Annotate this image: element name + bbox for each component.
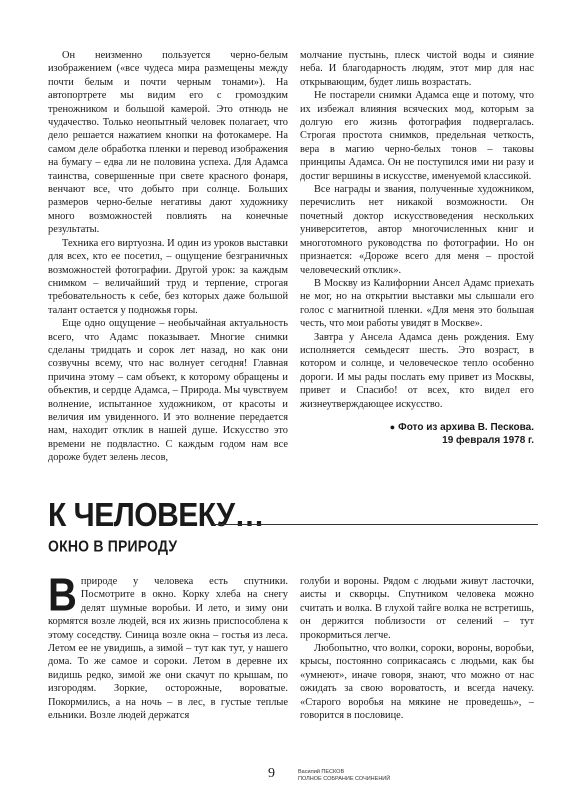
paragraph: Техника его виртуозна. И один из уроков выставки для всех, кто ее посетил, – ощущение безграничных возможностей фотографии. Другой урок: за каждым снимком – величайший труд и терпение, строгая требовательность к себе, без которых даже большой талант остается у подножья горы. xyxy=(48,237,288,316)
headline-block xyxy=(48,497,538,537)
paragraph: Не постарели снимки Адамса еще и потому, что их избежал влияния всяческих мод, которым за долгую его жизнь фотография подвергалась. Строгая простота снимков, предельная четкость, вера в магию черно-белых тонов – таковы принципы Адамса. Он не поступился ими ни разу и достиг вершины в искусстве, именуемой классикой. xyxy=(300,90,534,182)
paragraph-lead xyxy=(48,570,288,722)
footer-series: ПОЛНОЕ СОБРАНИЕ СОЧИНЕНИЙ xyxy=(298,775,391,782)
article-column-top-left xyxy=(48,49,288,465)
photo-credit xyxy=(300,421,534,447)
lead-text: природе у человека есть спутники. Посмотрите в окно. Корку хлеба на снегу делят шумные воробьи. И лето, и зиму они кормятся возле людей, вся их жизнь приспособлена к этому соседству. Синица возле окна – гостья из леса. Летом ее не увидишь, а зимой – тут как тут, у нашего дома. То же самое и сороки. Летом в деревне их видишь редко, зимой же они скачут по крышам, по изгородям. Зоркие, осторожные, вороватые. Покормились, а на ночь – в лес, в густые теплые ельники. Возле людей держатся xyxy=(48,576,288,722)
title-rule xyxy=(213,524,538,525)
credit-date: 19 февраля 1978 г. xyxy=(442,434,534,446)
page-number: 9 xyxy=(268,766,275,781)
drop-cap: В xyxy=(48,570,77,621)
credit-line-1: Фото из архива В. Пескова. xyxy=(398,421,534,433)
article-title: К ЧЕЛОВЕКУ… xyxy=(48,497,265,534)
bullet-icon: ● xyxy=(389,421,396,432)
paragraph: Все награды и звания, полученные художником, перечислить нет никакой возможности. Он почетный доктор искусствоведения нескольких университетов, автор многочисленных книг и многотомного руководства по фотографии. Но он признается: «Дороже всего для меня – простой человеческий отклик». xyxy=(300,184,534,276)
paragraph: Завтра у Ансела Адамса день рождения. Ему исполняется семьдесят шесть. Это возраст, в котором и солнце, и человеческое тепло особенно дороги. И мы рады послать ему привет из Москвы, привет и Спасибо! от всех, кто видел его жизнеутверждающее искусство. xyxy=(300,331,534,410)
paragraph: Он неизменно пользуется черно-белым изображением («все чудеса мира размещены между почти белым и почти черным тонами»). На автопортрете мы видим его с громоздким треножником и большой камерой. Это отнюдь не чудачество. Только неопытный человек полагает, что дело решается нажатием кнопки на фотокамере. На самом деле обработка пленки и перевод изображения на бумагу – едва ли не половина успеха. Для Адамса таинства, совершенные при свете красного фонаря, венчают все, что добыто при солнце. Больших размеров черно-белые негативы дают художнику много возможностей повлиять на конечные результаты. xyxy=(48,50,288,236)
paragraph: Любопытно, что волки, сороки, вороны, воробьи, крысы, постоянно соприкасаясь с людьми, как бы «умнеют», иначе говоря, знают, что можно от нас ожидать за свою вороватость, и всегда начеку. «Старого воробья на мякине не проведешь», – говорится в пословице. xyxy=(300,643,534,722)
paragraph: В Москву из Калифорнии Ансел Адамс приехать не мог, но на открытии выставки мы слышали его голос с магнитной пленки. «Для меня это большая честь, что мои работы увидят в Москве». xyxy=(300,277,534,330)
article-column-bottom-right xyxy=(300,575,534,722)
paragraph: Еще одно ощущение – необычайная актуальность всего, что Адамс показывает. Многие снимки сделаны тридцать и сорок лет назад, но как они созвучны всему, что нас волнует сегодня! Главная причина этому – сам объект, к которому обращены и объектив, и сердце Адамса, – Природа. Мы чувствуем волнение, испытанное художником, от красоты и величия им увиденного. И это волнение передается нам, находит отклик в нашей душе. Искусство это времени не подвластно. С каждым годом нам все дороже будет зелень лесов, xyxy=(48,318,288,464)
paragraph: голуби и вороны. Рядом с людьми живут ласточки, аисты и скворцы. Спутником человека можно считать и волка. В глухой тайге волка не встретишь, он держится поблизости от селений – тут прокормиться легче. xyxy=(300,576,534,641)
footer-credit xyxy=(298,769,390,782)
article-subtitle: ОКНО В ПРИРОДУ xyxy=(48,537,178,555)
page-footer xyxy=(0,766,577,790)
article-column-bottom-left xyxy=(48,570,288,722)
footer-author: Василий ПЕСКОВ xyxy=(298,769,345,775)
paragraph: молчание пустынь, плеск чистой воды и сияние неба. И благодарность людям, этот мир для нас открывающим, будет лишь возрастать. xyxy=(300,50,534,88)
article-column-top-right xyxy=(300,49,534,447)
